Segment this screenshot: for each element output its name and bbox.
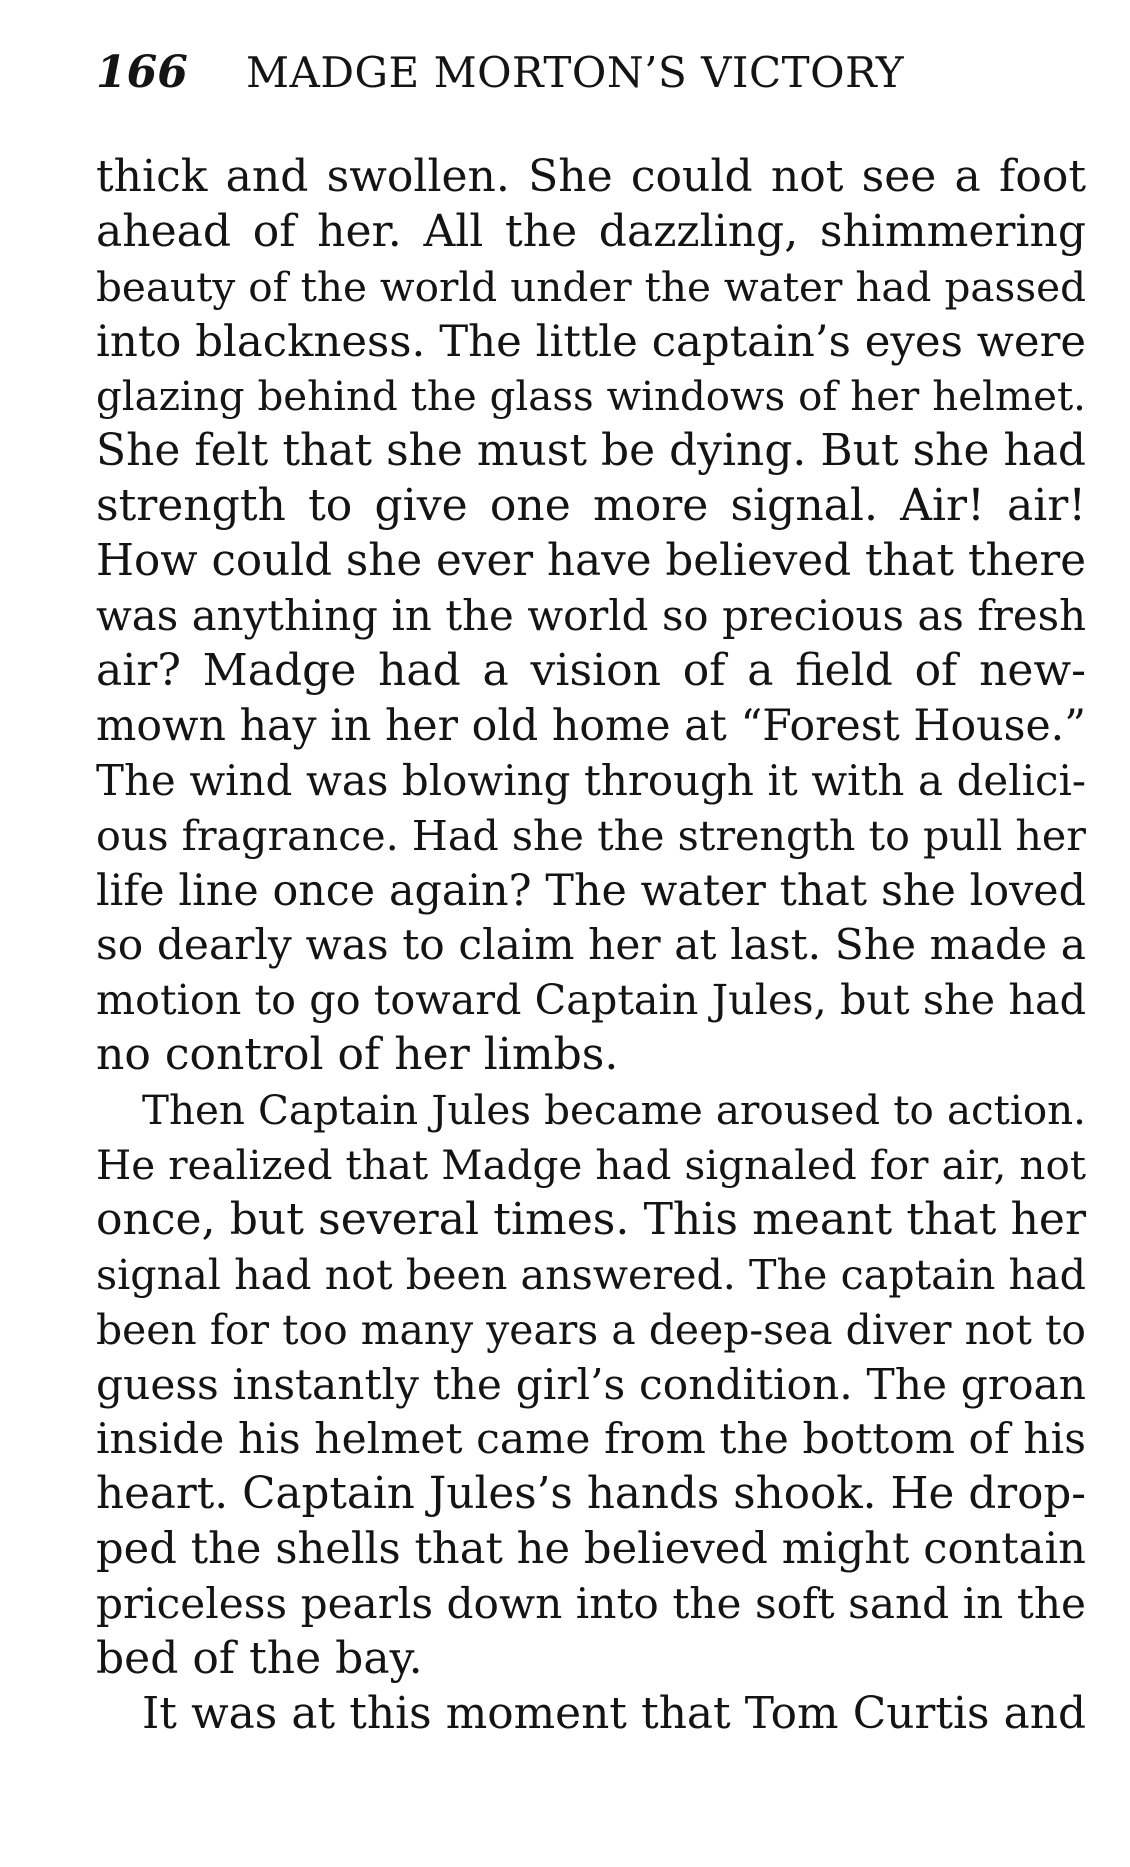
- text-line: bed of the bay.: [96, 1633, 423, 1685]
- text-line: signal had not been answered. The captain had: [96, 1250, 1086, 1299]
- text-line: ahead of her. All the dazzling, shimmering: [96, 205, 1086, 257]
- text-line: inside his helmet came from the bottom of his: [96, 1414, 1086, 1464]
- text-line: It was at this moment that Tom Curtis and: [142, 1687, 1086, 1739]
- text-line: Then Captain Jules became aroused to action.: [142, 1086, 1086, 1135]
- text-line: motion to go toward Captain Jules, but she had: [96, 976, 1086, 1025]
- running-head: [96, 38, 1076, 108]
- text-line: heart. Captain Jules’s hands shook. He drop-: [96, 1469, 1086, 1520]
- text-line: strength to give one more signal. Air! air!: [96, 480, 1086, 532]
- text-line: He realized that Madge had signaled for air, not: [96, 1141, 1086, 1190]
- text-line: life line once again? The water that she loved: [96, 865, 1086, 916]
- text-line: glazing behind the glass windows of her helmet.: [96, 372, 1086, 420]
- text-line: so dearly was to claim her at last. She made a: [96, 920, 1086, 970]
- running-title: MADGE MORTON’S VICTORY: [246, 48, 905, 97]
- text-line: The wind was blowing through it with a delici-: [96, 755, 1086, 805]
- text-line: was anything in the world so precious as fresh: [96, 591, 1086, 641]
- text-line: ped the shells that he believed might contain: [96, 1524, 1086, 1575]
- text-line: guess instantly the girl’s condition. The groan: [96, 1359, 1086, 1409]
- body-text: [96, 150, 1086, 1742]
- text-line: thick and swollen. She could not see a foot: [96, 151, 1086, 202]
- text-line: mown hay in her old home at “Forest House.”: [96, 700, 1086, 751]
- text-line: been for too many years a deep-sea diver not to: [96, 1305, 1086, 1354]
- text-line: into blackness. The little captain’s eyes were: [96, 316, 1086, 367]
- text-line: air? Madge had a vision of a field of new-: [96, 645, 1086, 697]
- text-line: How could she ever have believed that there: [96, 536, 1086, 587]
- text-line: once, but several times. This meant that her: [96, 1193, 1086, 1245]
- text-line: ous fragrance. Had she the strength to pull her: [96, 811, 1086, 860]
- text-line: no control of her limbs.: [96, 1029, 619, 1081]
- text-line: She felt that she must be dying. But she had: [96, 425, 1086, 477]
- text-line: priceless pearls down into the soft sand in the: [96, 1579, 1086, 1629]
- text-line: beauty of the world under the water had passed: [96, 262, 1086, 311]
- page-number: 166: [96, 47, 188, 98]
